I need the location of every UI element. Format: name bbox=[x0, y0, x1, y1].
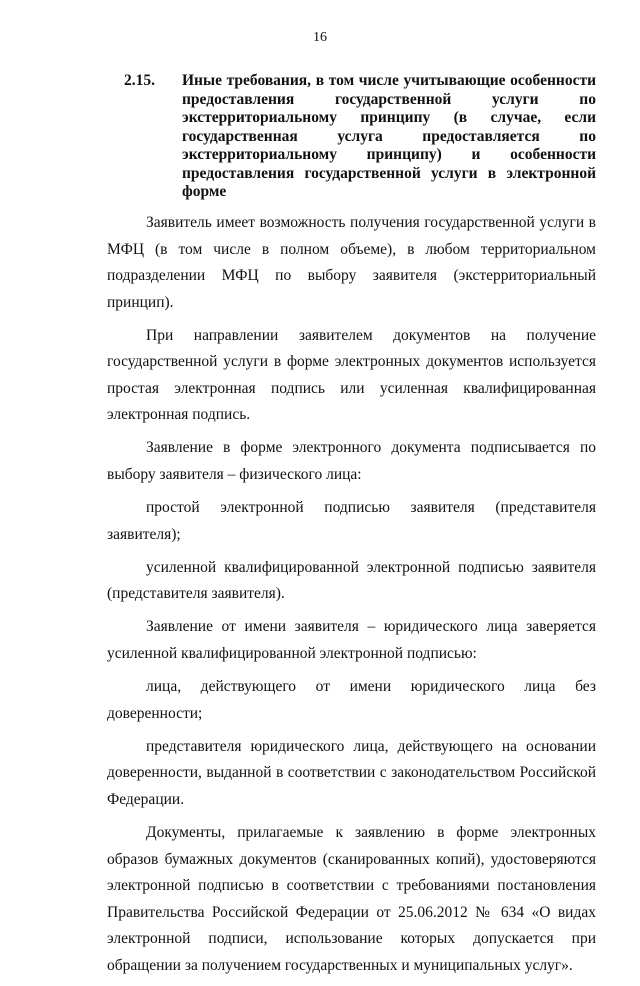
paragraph: При направлении заявителем документов на получение государственной услуги в форме электронных документов используется простая электронная подпись или усиленная квалифицированная электронная подпись. bbox=[107, 326, 596, 424]
paragraph: Заявитель имеет возможность получения государственной услуги в МФЦ (в том числе в полном объеме), в любом территориальном подразделении МФЦ по выбору заявителя (экстерриториальный принцип). bbox=[107, 214, 596, 311]
section-title: Иные требования, в том числе учитывающие особенности предоставления государственной услуги по экстерриториальному принципу (в случае, если государственная услуга предоставляется по экстерриториальному принципу) и особенности предоставления государственной услуги в электронной форме bbox=[182, 72, 596, 200]
document-body bbox=[107, 210, 596, 986]
section-number: 2.15. bbox=[124, 72, 155, 89]
page-number: 16 bbox=[313, 30, 327, 45]
paragraph: Документы, прилагаемые к заявлению в форме электронных образов бумажных документов (сканированных копий), удостоверяются электронной подписью в соответствии с требованиями постановления Правительства Российской Федерации от 25.06.2012 № 634 «О видах электронной подписи, использование которых допускается при обращении за получением государственных и муниципальных услуг». bbox=[107, 824, 596, 974]
section-heading bbox=[124, 72, 596, 202]
paragraph: лица, действующего от имени юридического лица без доверенности; bbox=[107, 678, 596, 722]
paragraph: Заявление в форме электронного документа подписывается по выбору заявителя – физического лица: bbox=[107, 439, 596, 483]
paragraph: простой электронной подписью заявителя (представителя заявителя); bbox=[107, 499, 596, 543]
paragraph: Заявление от имени заявителя – юридического лица заверяется усиленной квалифицированной электронной подписью: bbox=[107, 618, 596, 662]
paragraph: усиленной квалифицированной электронной подписью заявителя (представителя заявителя). bbox=[107, 558, 596, 603]
paragraph: представителя юридического лица, действующего на основании доверенности, выданной в соответствии с законодательством Российской Федерации. bbox=[107, 737, 596, 808]
